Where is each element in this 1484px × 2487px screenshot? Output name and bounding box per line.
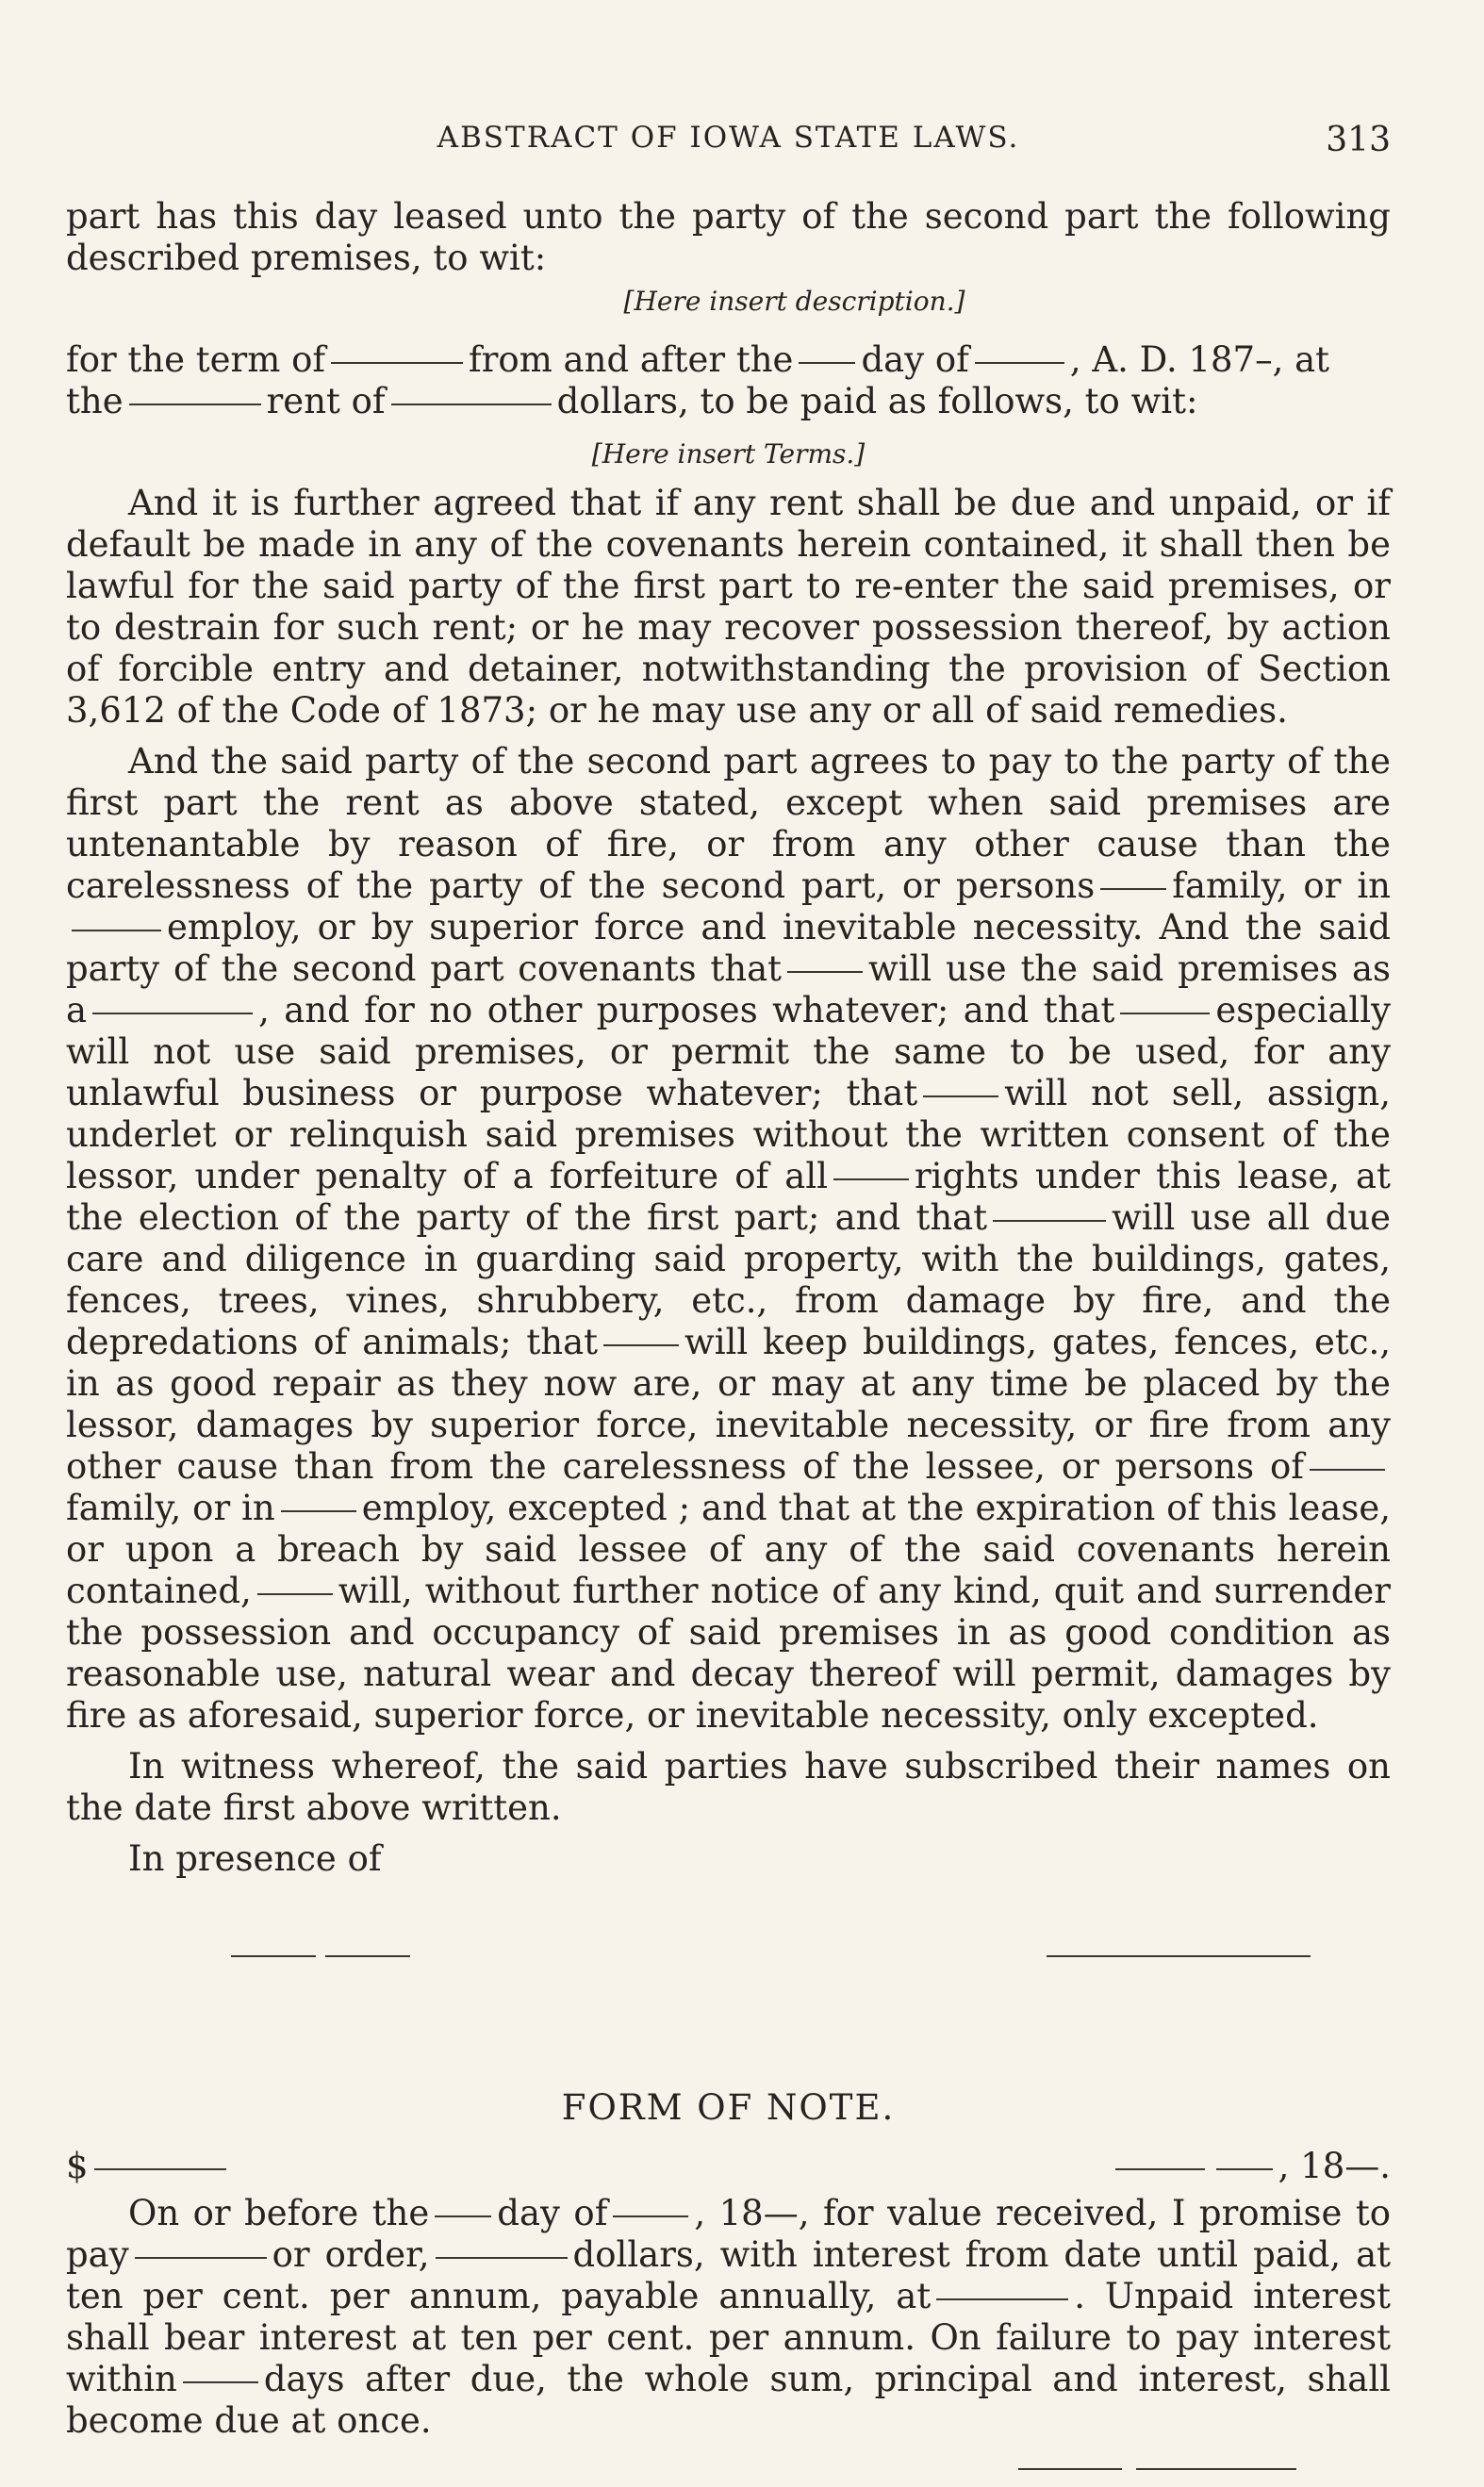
agreement-text: will, without further notice of any kind, quit and surrender the possession and occupancy of said premises in as good condition as reasonable use, natural wear and decay thereof will permit, damages by fire as aforesaid, superior force, or inevitable necessity, only excepted. <box>66 1571 1391 1736</box>
term-text: day of <box>861 339 969 380</box>
agreement-text: especially will not use said premises, or permit the same to be used, for any unlawful business or purpose whatever; that <box>66 990 1391 1113</box>
blank-line <box>936 2298 1068 2300</box>
blank-line <box>183 2381 258 2383</box>
note-text: or order, <box>272 2234 430 2275</box>
agreement-text: family, or in <box>1172 865 1391 906</box>
agreement-text: family, or in <box>66 1488 275 1528</box>
party-signature-line <box>1047 1955 1311 1957</box>
blank-line <box>1216 2168 1273 2170</box>
term-text: , A. D. 187–, at <box>1069 339 1330 380</box>
note-body <box>66 2193 1391 2442</box>
note-date <box>1110 2146 1391 2187</box>
term-text: for the term of <box>66 339 326 380</box>
form-of-note-title: FORM OF NOTE. <box>561 2087 896 2128</box>
blank-line <box>1100 888 1166 890</box>
term-text: the <box>66 381 124 421</box>
dollar-amount <box>66 2146 232 2187</box>
blank-line <box>603 1344 679 1346</box>
blank-line <box>1120 1013 1210 1014</box>
signature-lines <box>66 1918 1391 1993</box>
signature-line <box>1136 2468 1296 2470</box>
blank-line <box>975 362 1064 364</box>
note-text: dollars, with interest from date until paid, at ten per cent. per annum, payable annually, at <box>66 2234 1391 2316</box>
blank-line <box>391 404 552 405</box>
agreement-text: will keep buildings, gates, fences, etc., in as good repair as they now are, or may at any time be placed by the lessor, damages by superior force, inevitable necessity, or fire from any other cause than from the carelessness of the lessee, or persons of <box>66 1322 1391 1487</box>
blank-line <box>257 1593 333 1595</box>
blank-line <box>993 1220 1106 1222</box>
blank-line <box>129 404 261 405</box>
term-line-2 <box>66 381 1391 422</box>
witness-signature-line <box>231 1955 316 1957</box>
agreement-text: will not sell, assign, underlet or relinquish said premises without the written consent of the lessor, under penalty of a forfeiture of all <box>66 1073 1392 1196</box>
term-text: rent of <box>266 381 386 421</box>
note-signature-lines <box>66 2449 1391 2487</box>
note-text: On or before the <box>128 2193 430 2233</box>
signature-line <box>1018 2468 1122 2470</box>
note-text: day of <box>497 2193 608 2233</box>
blank-line <box>281 1510 356 1512</box>
page-number: 313 <box>1326 121 1391 159</box>
blank-line <box>436 2257 568 2259</box>
witness-signature-line <box>325 1955 410 1957</box>
agreement-paragraph <box>66 741 1391 1737</box>
blank-line <box>135 2257 267 2259</box>
lease-intro: part has this day leased unto the party of the second part the following described premises, to wit: <box>66 196 1391 278</box>
dollar-sign: $ <box>66 2146 89 2186</box>
blank-line <box>435 2215 491 2217</box>
blank-line <box>833 1178 909 1180</box>
blank-line <box>787 971 863 973</box>
agreement-text: And the said party of the second part agrees to pay to the party of the first part the rent as above stated, except when said premises are untenantable by reason of fire, or from any other cause than the carelessness of the party of the second part, or persons <box>66 741 1391 906</box>
blank-line <box>799 362 855 364</box>
terms-note: [Here insert Terms.] <box>591 438 866 469</box>
agreement-text: will use all due care and diligence in guarding said property, with the buildings, gates, fences, trees, vines, shrubbery, etc., from damage by fire, and the depredations of animals; that <box>66 1197 1391 1362</box>
default-paragraph: And it is further agreed that if any rent shall be due and unpaid, or if default be made in any of the covenants herein contained, it shall then be lawful for the said party of the first part to re-enter the said premises, or to destrain for such rent; or he may recover possession thereof, by action of forcible entry and detainer, notwithstanding the provision of Section 3,612 of the Code of 1873; or he may use any or all of said remedies. <box>66 483 1391 731</box>
running-title: ABSTRACT OF IOWA STATE LAWS. <box>437 121 1020 155</box>
blank-line <box>92 1013 253 1014</box>
page-body <box>66 196 1391 2487</box>
agreement-text: rights under this lease, at the election of the party of the first part; and that <box>66 1156 1391 1238</box>
blank-line <box>1310 1469 1385 1471</box>
description-note: [Here insert description.] <box>623 286 965 317</box>
note-text: days after due, the whole sum, principal and interest, shall become due at once. <box>66 2359 1391 2441</box>
term-line-1 <box>66 339 1391 381</box>
note-heading <box>66 2146 1391 2193</box>
blank-line <box>613 2215 688 2217</box>
blank-line <box>94 2168 226 2170</box>
agreement-text: employ, excepted ; and that at the expiration of this lease, or upon a breach by said lessee of any of the said covenants herein contained, <box>66 1488 1392 1611</box>
agreement-text: employ, or by superior force and inevitable necessity. And the said party of the second part covenants that <box>66 907 1391 989</box>
note-text: , 18—, for value received, I promise to pay <box>66 2193 1391 2275</box>
agreement-text: , and for no other purposes whatever; and that <box>258 990 1115 1030</box>
blank-line <box>923 1095 998 1097</box>
page-header <box>66 121 1391 168</box>
blank-line <box>331 362 463 364</box>
term-text: from and after the <box>469 339 794 380</box>
blank-line <box>72 930 161 931</box>
witness-paragraph: In witness whereof, the said parties have subscribed their names on the date first above written. <box>66 1746 1391 1828</box>
blank-line <box>1115 2168 1205 2170</box>
date-suffix: , 18—. <box>1278 2146 1391 2186</box>
note-text: . Unpaid interest shall bear interest at ten per cent. per annum. On failure to pay interest within <box>66 2276 1391 2399</box>
term-text: dollars, to be paid as follows, to wit: <box>556 381 1198 421</box>
presence-line: In presence of <box>128 1838 382 1879</box>
agreement-text: will use the said premises as a <box>66 948 1391 1030</box>
